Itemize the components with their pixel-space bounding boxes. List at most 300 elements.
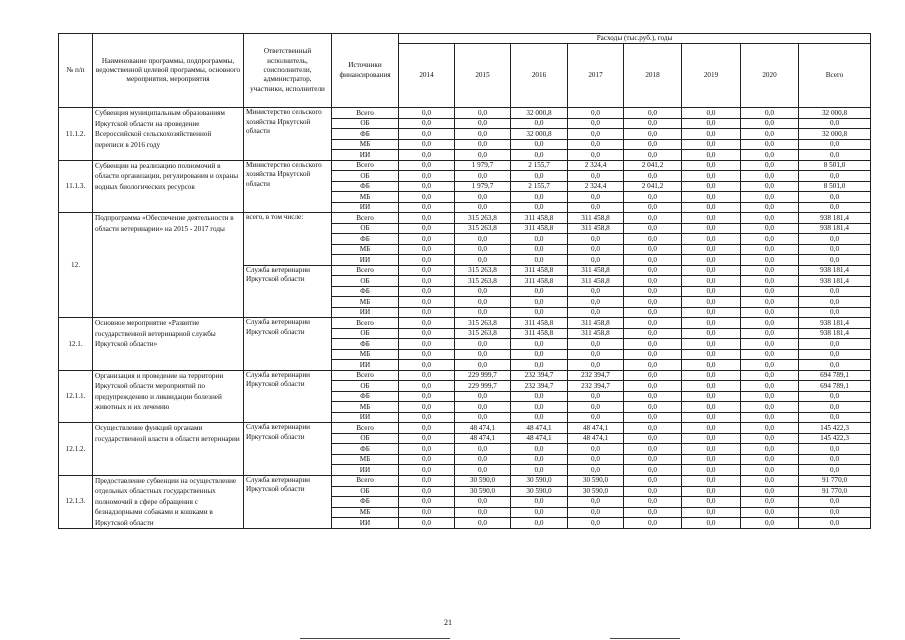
row-year-value: 0,0 <box>455 297 511 308</box>
row-year-value: 0,0 <box>511 286 568 297</box>
row-year-value: 0,0 <box>682 318 741 329</box>
row-year-value: 0,0 <box>455 202 511 213</box>
row-year-value: 0,0 <box>741 171 799 182</box>
row-year-value: 0,0 <box>511 391 568 402</box>
row-year-value: 0,0 <box>624 444 682 455</box>
row-year-value: 0,0 <box>624 129 682 140</box>
row-year-value: 0,0 <box>624 360 682 371</box>
table-body <box>59 108 871 529</box>
row-year-value: 311 458,8 <box>511 265 568 276</box>
row-year-value: 0,0 <box>682 307 741 318</box>
row-year-value: 0,0 <box>455 171 511 182</box>
row-year-value: 0,0 <box>624 244 682 255</box>
row-source: Всего <box>332 160 399 171</box>
table-row <box>59 160 871 171</box>
row-source: МБ <box>332 349 399 360</box>
row-source: ФБ <box>332 234 399 245</box>
row-source: Всего <box>332 265 399 276</box>
row-year-value: 0,0 <box>399 297 455 308</box>
row-year-value: 0,0 <box>455 244 511 255</box>
row-year-value: 229 999,7 <box>455 381 511 392</box>
row-year-value: 0,0 <box>624 349 682 360</box>
row-year-value: 0,0 <box>741 444 799 455</box>
row-year-value: 0,0 <box>455 307 511 318</box>
row-year-value: 0,0 <box>624 423 682 434</box>
row-year-value: 0,0 <box>455 402 511 413</box>
row-source: Всего <box>332 318 399 329</box>
row-year-value: 0,0 <box>568 360 624 371</box>
budget-table <box>58 33 871 529</box>
row-year-value: 0,0 <box>624 139 682 150</box>
row-year-value: 0,0 <box>741 423 799 434</box>
row-year-value: 0,0 <box>399 108 455 119</box>
row-year-value: 0,0 <box>568 255 624 266</box>
row-year-value: 0,0 <box>511 244 568 255</box>
row-year-value: 0,0 <box>511 454 568 465</box>
row-year-value: 311 458,8 <box>568 318 624 329</box>
row-year-value: 0,0 <box>455 129 511 140</box>
row-year-value: 0,0 <box>741 475 799 486</box>
row-source: ОБ <box>332 381 399 392</box>
row-year-value: 315 263,8 <box>455 265 511 276</box>
row-year-value: 0,0 <box>624 276 682 287</box>
row-year-value: 0,0 <box>511 255 568 266</box>
row-total-value: 938 181,4 <box>799 328 871 339</box>
row-responsible: Служба ветеринарии Иркутской области <box>244 318 332 371</box>
row-year-value: 0,0 <box>682 129 741 140</box>
row-source: ФБ <box>332 286 399 297</box>
row-year-value: 0,0 <box>511 150 568 161</box>
row-year-value: 0,0 <box>568 202 624 213</box>
row-name: Предоставление субвенции на осуществление отдельных областных государственных полномочий в сфере обращения с безнадзорными собаками и кошками в Иркутской области <box>93 475 244 528</box>
row-year-value: 0,0 <box>682 108 741 119</box>
row-year-value: 0,0 <box>682 475 741 486</box>
row-total-value: 694 789,1 <box>799 370 871 381</box>
row-responsible: всего, в том числе: <box>244 213 332 266</box>
row-total-value: 0,0 <box>799 465 871 476</box>
row-year-value: 0,0 <box>624 150 682 161</box>
row-year-value: 0,0 <box>568 108 624 119</box>
row-total-value: 0,0 <box>799 139 871 150</box>
row-source: ФБ <box>332 497 399 508</box>
header-sources: Источники финансирования <box>332 34 399 108</box>
row-year-value: 0,0 <box>624 265 682 276</box>
row-year-value: 0,0 <box>511 507 568 518</box>
row-year-value: 0,0 <box>455 497 511 508</box>
row-year-value: 0,0 <box>511 497 568 508</box>
row-year-value: 0,0 <box>741 497 799 508</box>
row-source: МБ <box>332 507 399 518</box>
row-year-value: 0,0 <box>624 433 682 444</box>
row-year-value: 311 458,8 <box>568 328 624 339</box>
row-year-value: 0,0 <box>399 423 455 434</box>
row-year-value: 0,0 <box>741 265 799 276</box>
row-year-value: 0,0 <box>682 497 741 508</box>
row-source: МБ <box>332 139 399 150</box>
row-year-value: 0,0 <box>511 202 568 213</box>
row-year-value: 0,0 <box>741 412 799 423</box>
row-total-value: 0,0 <box>799 339 871 350</box>
row-year-value: 311 458,8 <box>511 276 568 287</box>
row-year-value: 0,0 <box>399 139 455 150</box>
row-year-value: 0,0 <box>399 454 455 465</box>
row-year-value: 0,0 <box>568 244 624 255</box>
row-source: МБ <box>332 297 399 308</box>
row-total-value: 0,0 <box>799 349 871 360</box>
row-year-value: 0,0 <box>455 139 511 150</box>
row-total-value: 0,0 <box>799 360 871 371</box>
row-year-value: 0,0 <box>455 444 511 455</box>
row-source: МБ <box>332 192 399 203</box>
row-year-value: 0,0 <box>682 181 741 192</box>
row-year-value: 0,0 <box>624 108 682 119</box>
row-source: ФБ <box>332 391 399 402</box>
row-year-value: 0,0 <box>511 234 568 245</box>
row-year-value: 30 590,0 <box>511 475 568 486</box>
row-total-value: 0,0 <box>799 307 871 318</box>
row-source: ИИ <box>332 150 399 161</box>
row-year-value: 0,0 <box>455 108 511 119</box>
row-total-value: 938 181,4 <box>799 213 871 224</box>
row-year-value: 2 041,2 <box>624 181 682 192</box>
row-year-value: 311 458,8 <box>568 213 624 224</box>
row-year-value: 0,0 <box>568 339 624 350</box>
row-year-value: 0,0 <box>511 360 568 371</box>
row-year-value: 0,0 <box>399 391 455 402</box>
row-year-value: 1 979,7 <box>455 181 511 192</box>
row-year-value: 0,0 <box>568 497 624 508</box>
row-year-value: 0,0 <box>741 244 799 255</box>
row-year-value: 0,0 <box>568 171 624 182</box>
row-total-value: 32 000,8 <box>799 108 871 119</box>
row-year-value: 0,0 <box>682 244 741 255</box>
row-year-value: 0,0 <box>741 370 799 381</box>
row-year-value: 0,0 <box>399 276 455 287</box>
row-year-value: 0,0 <box>741 465 799 476</box>
row-year-value: 0,0 <box>741 454 799 465</box>
row-year-value: 0,0 <box>682 444 741 455</box>
row-year-value: 0,0 <box>624 518 682 529</box>
row-responsible: Служба ветеринарии Иркутской области <box>244 370 332 423</box>
row-year-value: 0,0 <box>624 328 682 339</box>
row-year-value: 0,0 <box>741 181 799 192</box>
row-year-value: 315 263,8 <box>455 223 511 234</box>
row-year-value: 0,0 <box>399 433 455 444</box>
row-year-value: 0,0 <box>682 213 741 224</box>
row-source: МБ <box>332 244 399 255</box>
row-code: 12.1.2. <box>59 423 93 476</box>
row-year-value: 0,0 <box>682 402 741 413</box>
row-year-value: 0,0 <box>624 454 682 465</box>
row-year-value: 0,0 <box>511 518 568 529</box>
row-year-value: 0,0 <box>568 129 624 140</box>
row-year-value: 0,0 <box>399 307 455 318</box>
header-year: 2014 <box>399 44 455 108</box>
row-total-value: 938 181,4 <box>799 318 871 329</box>
row-year-value: 48 474,1 <box>568 423 624 434</box>
row-year-value: 2 324,4 <box>568 160 624 171</box>
row-year-value: 0,0 <box>399 223 455 234</box>
row-year-value: 0,0 <box>455 339 511 350</box>
row-year-value: 0,0 <box>682 192 741 203</box>
row-year-value: 0,0 <box>568 444 624 455</box>
row-year-value: 0,0 <box>741 307 799 318</box>
row-total-value: 694 789,1 <box>799 381 871 392</box>
row-year-value: 48 474,1 <box>511 423 568 434</box>
row-year-value: 0,0 <box>682 433 741 444</box>
row-year-value: 0,0 <box>455 412 511 423</box>
row-responsible: Служба ветеринарии Иркутской области <box>244 423 332 476</box>
row-year-value: 30 590,0 <box>568 475 624 486</box>
row-total-value: 0,0 <box>799 192 871 203</box>
row-year-value: 0,0 <box>682 150 741 161</box>
row-year-value: 0,0 <box>741 108 799 119</box>
row-year-value: 315 263,8 <box>455 318 511 329</box>
row-year-value: 0,0 <box>682 412 741 423</box>
row-year-value: 0,0 <box>624 402 682 413</box>
row-year-value: 0,0 <box>741 160 799 171</box>
row-year-value: 0,0 <box>682 381 741 392</box>
row-total-value: 0,0 <box>799 297 871 308</box>
row-year-value: 0,0 <box>455 465 511 476</box>
row-year-value: 0,0 <box>568 412 624 423</box>
row-year-value: 0,0 <box>511 444 568 455</box>
row-year-value: 48 474,1 <box>511 433 568 444</box>
row-year-value: 0,0 <box>682 360 741 371</box>
row-total-value: 0,0 <box>799 444 871 455</box>
row-year-value: 0,0 <box>624 307 682 318</box>
row-source: ОБ <box>332 118 399 129</box>
row-year-value: 0,0 <box>399 244 455 255</box>
row-total-value: 32 000,8 <box>799 129 871 140</box>
row-year-value: 0,0 <box>399 234 455 245</box>
row-year-value: 0,0 <box>741 286 799 297</box>
table-row <box>59 213 871 224</box>
table-row <box>59 108 871 119</box>
row-source: ФБ <box>332 339 399 350</box>
row-total-value: 0,0 <box>799 497 871 508</box>
row-year-value: 0,0 <box>568 307 624 318</box>
table-row <box>59 370 871 381</box>
row-year-value: 0,0 <box>741 391 799 402</box>
row-year-value: 0,0 <box>741 507 799 518</box>
row-year-value: 48 474,1 <box>455 423 511 434</box>
row-year-value: 311 458,8 <box>511 328 568 339</box>
row-year-value: 0,0 <box>399 507 455 518</box>
row-year-value: 0,0 <box>399 444 455 455</box>
row-year-value: 0,0 <box>624 192 682 203</box>
row-year-value: 0,0 <box>399 402 455 413</box>
row-year-value: 0,0 <box>682 507 741 518</box>
footer-rule <box>300 638 450 639</box>
row-year-value: 0,0 <box>682 349 741 360</box>
row-source: ОБ <box>332 223 399 234</box>
row-year-value: 0,0 <box>399 265 455 276</box>
row-year-value: 229 999,7 <box>455 370 511 381</box>
row-year-value: 0,0 <box>568 507 624 518</box>
row-year-value: 0,0 <box>682 423 741 434</box>
row-year-value: 0,0 <box>682 286 741 297</box>
row-year-value: 0,0 <box>455 255 511 266</box>
row-year-value: 2 155,7 <box>511 181 568 192</box>
row-year-value: 0,0 <box>741 234 799 245</box>
row-year-value: 311 458,8 <box>568 265 624 276</box>
row-year-value: 0,0 <box>624 391 682 402</box>
row-year-value: 0,0 <box>399 118 455 129</box>
row-year-value: 0,0 <box>511 339 568 350</box>
header-year: 2016 <box>511 44 568 108</box>
row-responsible: Министерство сельского хозяйства Иркутской области <box>244 160 332 213</box>
row-year-value: 0,0 <box>455 391 511 402</box>
row-source: ИИ <box>332 202 399 213</box>
row-code: 12.1.1. <box>59 370 93 423</box>
row-year-value: 2 324,4 <box>568 181 624 192</box>
row-year-value: 0,0 <box>399 518 455 529</box>
row-total-value: 0,0 <box>799 518 871 529</box>
row-year-value: 0,0 <box>399 150 455 161</box>
row-code: 12. <box>59 213 93 318</box>
row-source: ОБ <box>332 276 399 287</box>
row-total-value: 938 181,4 <box>799 265 871 276</box>
row-source: ОБ <box>332 328 399 339</box>
row-year-value: 0,0 <box>682 486 741 497</box>
row-year-value: 0,0 <box>399 475 455 486</box>
row-year-value: 0,0 <box>399 171 455 182</box>
row-year-value: 30 590,0 <box>511 486 568 497</box>
row-year-value: 0,0 <box>624 202 682 213</box>
row-year-value: 0,0 <box>568 150 624 161</box>
row-total-value: 938 181,4 <box>799 223 871 234</box>
row-source: МБ <box>332 454 399 465</box>
row-source: ИИ <box>332 412 399 423</box>
row-source: ИИ <box>332 307 399 318</box>
row-total-value: 0,0 <box>799 402 871 413</box>
row-year-value: 2 041,2 <box>624 160 682 171</box>
row-year-value: 2 155,7 <box>511 160 568 171</box>
row-year-value: 0,0 <box>741 129 799 140</box>
row-year-value: 30 590,0 <box>455 475 511 486</box>
row-year-value: 0,0 <box>399 318 455 329</box>
row-total-value: 8 501,0 <box>799 160 871 171</box>
row-year-value: 0,0 <box>399 412 455 423</box>
row-year-value: 0,0 <box>568 297 624 308</box>
row-code: 11.1.3. <box>59 160 93 213</box>
row-year-value: 0,0 <box>455 192 511 203</box>
row-total-value: 0,0 <box>799 507 871 518</box>
row-source: Всего <box>332 108 399 119</box>
row-source: ФБ <box>332 129 399 140</box>
row-year-value: 0,0 <box>399 339 455 350</box>
row-year-value: 0,0 <box>682 297 741 308</box>
header-total: Всего <box>799 44 871 108</box>
row-year-value: 0,0 <box>741 381 799 392</box>
row-name: Субвенции на реализацию полномочий в области организации, регулирования и охраны водных биологических ресурсов <box>93 160 244 213</box>
row-responsible: Служба ветеринарии Иркутской области <box>244 475 332 528</box>
row-year-value: 311 458,8 <box>511 318 568 329</box>
row-year-value: 0,0 <box>511 192 568 203</box>
row-year-value: 0,0 <box>682 265 741 276</box>
row-total-value: 938 181,4 <box>799 276 871 287</box>
row-code: 12.1.3. <box>59 475 93 528</box>
row-year-value: 30 590,0 <box>568 486 624 497</box>
row-year-value: 0,0 <box>399 129 455 140</box>
row-year-value: 0,0 <box>741 328 799 339</box>
row-year-value: 311 458,8 <box>568 223 624 234</box>
row-year-value: 0,0 <box>568 234 624 245</box>
row-year-value: 0,0 <box>624 339 682 350</box>
row-year-value: 0,0 <box>399 370 455 381</box>
row-year-value: 0,0 <box>741 192 799 203</box>
row-year-value: 0,0 <box>624 171 682 182</box>
row-year-value: 0,0 <box>399 192 455 203</box>
row-year-value: 232 394,7 <box>568 370 624 381</box>
row-year-value: 48 474,1 <box>568 433 624 444</box>
row-year-value: 0,0 <box>741 202 799 213</box>
row-year-value: 0,0 <box>568 391 624 402</box>
row-source: ОБ <box>332 171 399 182</box>
row-year-value: 0,0 <box>682 518 741 529</box>
row-year-value: 315 263,8 <box>455 328 511 339</box>
row-year-value: 0,0 <box>399 360 455 371</box>
row-year-value: 0,0 <box>455 454 511 465</box>
row-year-value: 0,0 <box>455 286 511 297</box>
row-year-value: 0,0 <box>682 202 741 213</box>
row-year-value: 0,0 <box>741 118 799 129</box>
header-num: № п/п <box>59 34 93 108</box>
row-year-value: 0,0 <box>568 454 624 465</box>
row-year-value: 0,0 <box>511 171 568 182</box>
table-row <box>59 423 871 434</box>
header-name: Наименование программы, подпрограммы, ведомственной целевой программы, основного мероприятия, мероприятия <box>93 34 244 108</box>
row-year-value: 0,0 <box>682 465 741 476</box>
row-name: Субвенция муниципальным образованиям Иркутской области на проведение Всероссийской сельскохозяйственной переписи в 2016 году <box>93 108 244 161</box>
row-total-value: 0,0 <box>799 391 871 402</box>
row-year-value: 311 458,8 <box>511 213 568 224</box>
row-year-value: 0,0 <box>624 486 682 497</box>
row-year-value: 0,0 <box>624 223 682 234</box>
row-year-value: 0,0 <box>568 286 624 297</box>
row-year-value: 0,0 <box>624 118 682 129</box>
row-year-value: 0,0 <box>741 297 799 308</box>
row-year-value: 0,0 <box>682 223 741 234</box>
row-year-value: 0,0 <box>511 139 568 150</box>
row-year-value: 0,0 <box>682 118 741 129</box>
row-total-value: 91 770,0 <box>799 475 871 486</box>
row-year-value: 1 979,7 <box>455 160 511 171</box>
row-year-value: 0,0 <box>455 150 511 161</box>
row-total-value: 0,0 <box>799 286 871 297</box>
row-year-value: 0,0 <box>511 307 568 318</box>
row-year-value: 48 474,1 <box>455 433 511 444</box>
row-year-value: 311 458,8 <box>511 223 568 234</box>
row-year-value: 0,0 <box>741 339 799 350</box>
row-year-value: 0,0 <box>624 412 682 423</box>
row-year-value: 0,0 <box>455 118 511 129</box>
row-year-value: 0,0 <box>682 328 741 339</box>
row-year-value: 0,0 <box>568 192 624 203</box>
row-year-value: 0,0 <box>455 518 511 529</box>
table-row <box>59 475 871 486</box>
row-year-value: 0,0 <box>741 518 799 529</box>
row-source: МБ <box>332 402 399 413</box>
row-year-value: 311 458,8 <box>568 276 624 287</box>
row-year-value: 0,0 <box>682 255 741 266</box>
row-year-value: 0,0 <box>399 465 455 476</box>
row-source: ИИ <box>332 255 399 266</box>
row-year-value: 0,0 <box>399 202 455 213</box>
row-year-value: 0,0 <box>624 465 682 476</box>
row-year-value: 0,0 <box>511 297 568 308</box>
